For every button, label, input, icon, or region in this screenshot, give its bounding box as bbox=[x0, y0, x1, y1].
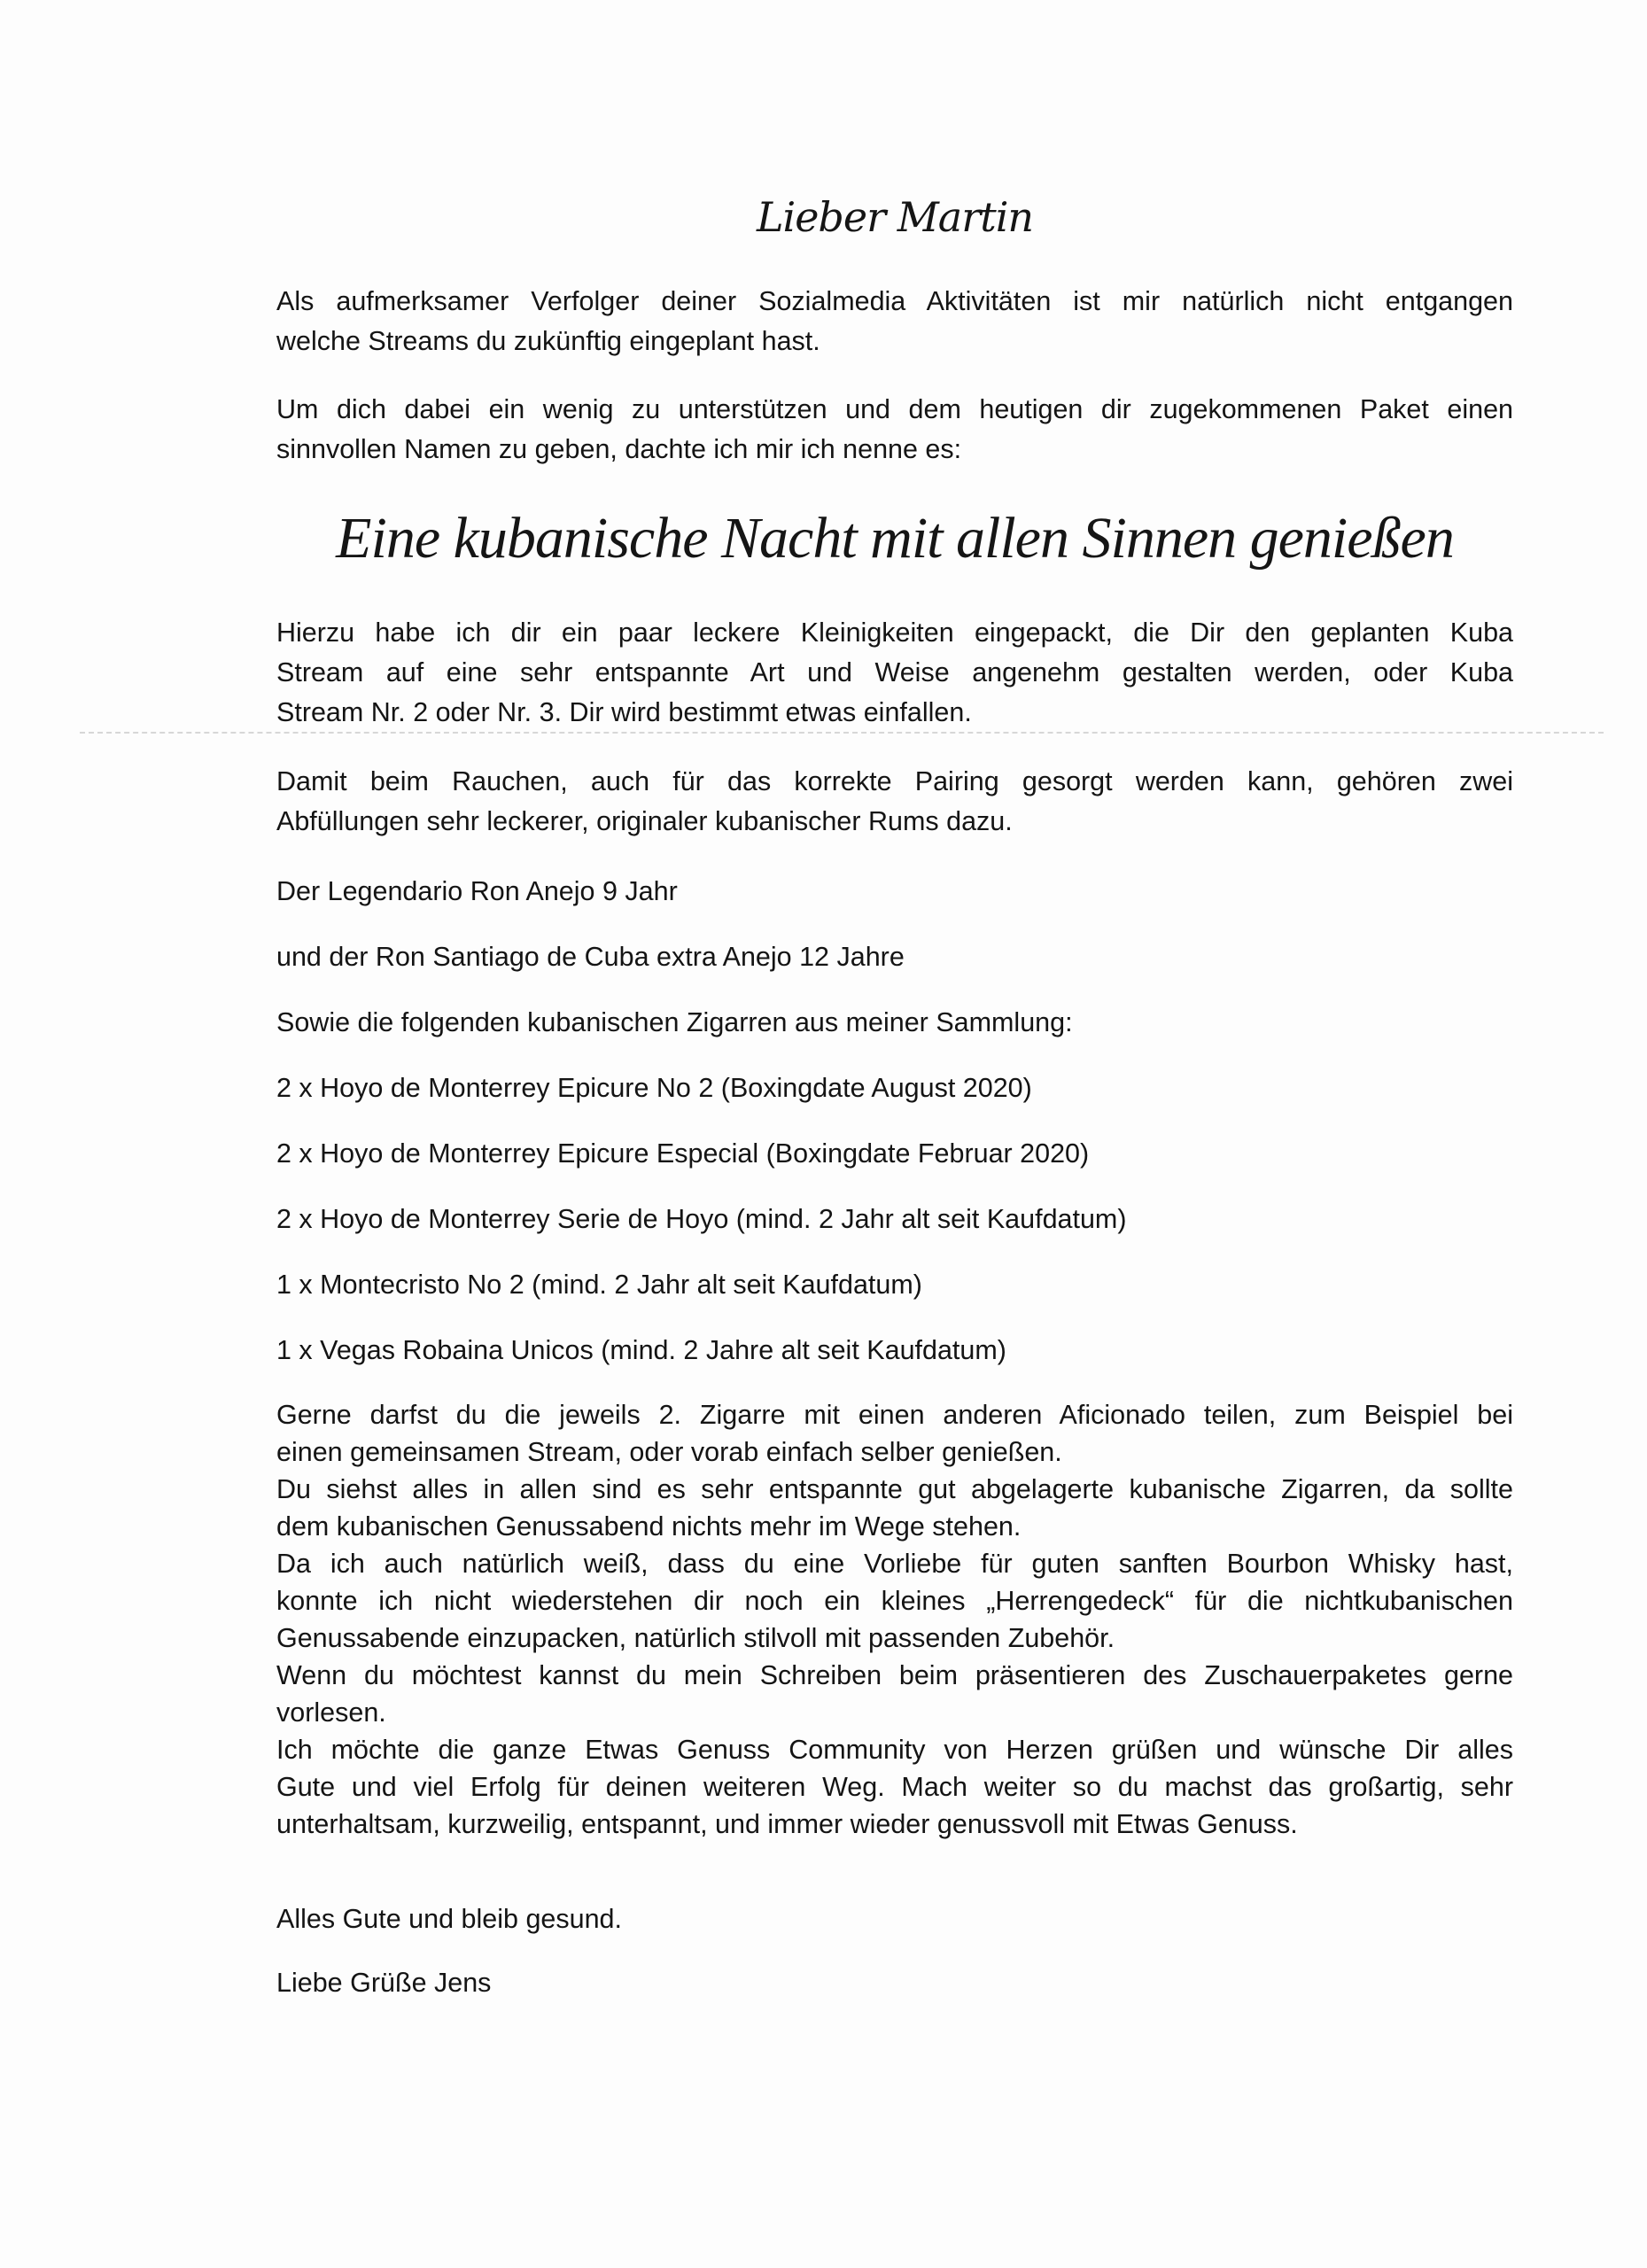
salutation: Lieber Martin bbox=[756, 193, 1034, 241]
cigar-item: 2 x Hoyo de Monterrey Epicure Especial (Boxingdate Februar 2020) bbox=[276, 1138, 1090, 1169]
contents-intro-line: Stream auf eine sehr entspannte Art und Weise angenehm gestalten werden, oder Kuba bbox=[276, 657, 1513, 687]
intro-paragraph bbox=[276, 282, 1513, 361]
closing-line: Wenn du möchtest kannst du mein Schreiben beim präsentieren des Zuschauerpaketes gerne bbox=[276, 1660, 1513, 1690]
contents-intro-line: Hierzu habe ich dir ein paar leckere Kleinigkeiten eingepackt, die Dir den geplanten Kuba bbox=[276, 617, 1513, 648]
rum-item: Der Legendario Ron Anejo 9 Jahr bbox=[276, 876, 678, 906]
naming-line: Um dich dabei ein wenig zu unterstützen und dem heutigen dir zugekommenen Paket einen bbox=[276, 394, 1513, 424]
closing-line: Ich möchte die ganze Etwas Genuss Community von Herzen grüßen und wünsche Dir alles bbox=[276, 1735, 1513, 1765]
rum-item: und der Ron Santiago de Cuba extra Anejo 12 Jahre bbox=[276, 942, 905, 972]
pairing-line: Damit beim Rauchen, auch für das korrekte Pairing gesorgt werden kann, gehören zwei bbox=[276, 766, 1513, 796]
closing-paragraph bbox=[276, 1396, 1513, 1843]
closing-line: Gute und viel Erfolg für deinen weiteren Weg. Mach weiter so du machst das großartig, sehr bbox=[276, 1772, 1513, 1802]
contents-intro-line: Stream Nr. 2 oder Nr. 3. Dir wird bestimmt etwas einfallen. bbox=[276, 697, 972, 727]
naming-line: sinnvollen Namen zu geben, dachte ich mir ich nenne es: bbox=[276, 434, 962, 464]
naming-paragraph bbox=[276, 390, 1513, 470]
cigar-item: 1 x Vegas Robaina Unicos (mind. 2 Jahre alt seit Kaufdatum) bbox=[276, 1335, 1006, 1365]
farewell: Alles Gute und bleib gesund. bbox=[276, 1904, 622, 1934]
cigar-item: 2 x Hoyo de Monterrey Serie de Hoyo (mind. 2 Jahr alt seit Kaufdatum) bbox=[276, 1204, 1127, 1234]
closing-line: Gerne darfst du die jeweils 2. Zigarre mit einen anderen Aficionado teilen, zum Beispiel bei bbox=[276, 1400, 1513, 1430]
pairing-line: Abfüllungen sehr leckerer, originaler kubanischer Rums dazu. bbox=[276, 806, 1013, 836]
closing-line: Du siehst alles in allen sind es sehr entspannte gut abgelagerte kubanische Zigarren, da sollte bbox=[276, 1474, 1513, 1504]
cigar-item: 1 x Montecristo No 2 (mind. 2 Jahr alt seit Kaufdatum) bbox=[276, 1270, 922, 1300]
closing-line: Da ich auch natürlich weiß, dass du eine Vorliebe für guten sanften Bourbon Whisky hast, bbox=[276, 1549, 1513, 1579]
package-motto: Eine kubanische Nacht mit allen Sinnen genießen bbox=[336, 506, 1454, 571]
intro-line: welche Streams du zukünftig eingeplant hast. bbox=[276, 326, 820, 356]
closing-line: vorlesen. bbox=[276, 1697, 386, 1728]
signature: Liebe Grüße Jens bbox=[276, 1968, 492, 1998]
closing-line: Genussabende einzupacken, natürlich stilvoll mit passenden Zubehör. bbox=[276, 1623, 1115, 1653]
pairing-paragraph bbox=[276, 762, 1513, 842]
cigar-item: 2 x Hoyo de Monterrey Epicure No 2 (Boxingdate August 2020) bbox=[276, 1073, 1032, 1103]
closing-line: konnte ich nicht wiederstehen dir noch ein kleines „Herrengedeck“ für die nichtkubanischen bbox=[276, 1586, 1513, 1616]
intro-line: Als aufmerksamer Verfolger deiner Sozialmedia Aktivitäten ist mir natürlich nicht entgangen bbox=[276, 286, 1513, 316]
closing-line: unterhaltsam, kurzweilig, entspannt, und immer wieder genussvoll mit Etwas Genuss. bbox=[276, 1809, 1298, 1839]
cigars-intro: Sowie die folgenden kubanischen Zigarren aus meiner Sammlung: bbox=[276, 1007, 1073, 1037]
contents-intro-paragraph bbox=[276, 613, 1513, 733]
closing-line: einen gemeinsamen Stream, oder vorab einfach selber genießen. bbox=[276, 1437, 1062, 1467]
closing-line: dem kubanischen Genussabend nichts mehr im Wege stehen. bbox=[276, 1511, 1022, 1542]
